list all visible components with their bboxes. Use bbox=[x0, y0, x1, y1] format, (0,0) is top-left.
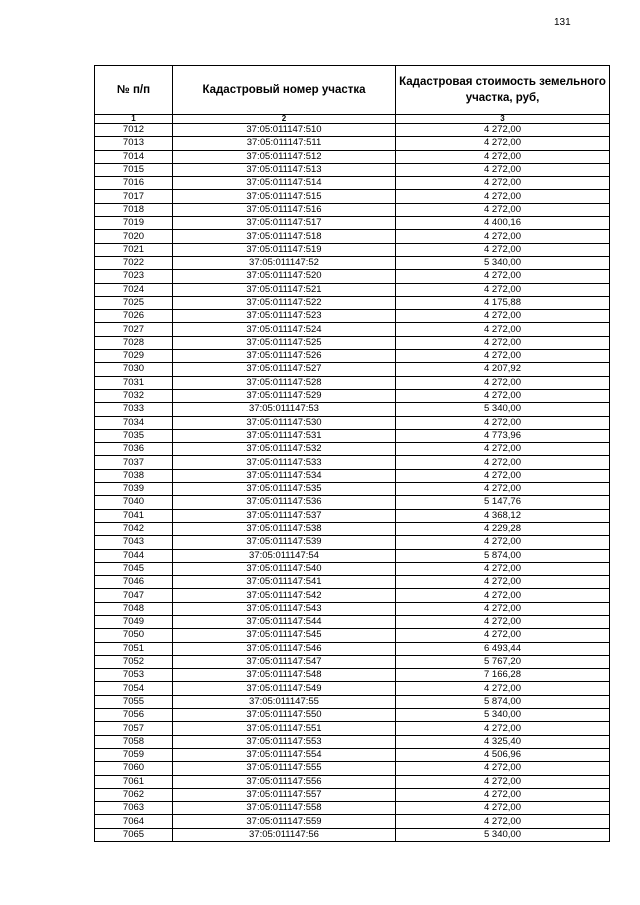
cadastral-number-cell: 37:05:011147:52 bbox=[173, 256, 396, 269]
cadastral-number-cell: 37:05:011147:56 bbox=[173, 828, 396, 841]
row-number-cell: 7046 bbox=[95, 576, 173, 589]
table-row bbox=[95, 310, 610, 323]
cadastral-cost-cell: 4 272,00 bbox=[396, 562, 610, 575]
cadastral-number-cell: 37:05:011147:537 bbox=[173, 509, 396, 522]
table-row bbox=[95, 443, 610, 456]
cadastral-number-cell: 37:05:011147:535 bbox=[173, 483, 396, 496]
row-number-cell: 7062 bbox=[95, 788, 173, 801]
row-number-cell: 7022 bbox=[95, 256, 173, 269]
row-number-cell: 7032 bbox=[95, 389, 173, 402]
cadastral-cost-cell: 4 272,00 bbox=[396, 336, 610, 349]
cadastral-number-cell: 37:05:011147:519 bbox=[173, 243, 396, 256]
table-row bbox=[95, 682, 610, 695]
cadastral-cost-cell: 4 272,00 bbox=[396, 270, 610, 283]
column-index: 2 bbox=[173, 115, 396, 124]
cadastral-table bbox=[94, 65, 610, 842]
cadastral-cost-cell: 4 272,00 bbox=[396, 536, 610, 549]
table-row bbox=[95, 177, 610, 190]
cadastral-number-cell: 37:05:011147:518 bbox=[173, 230, 396, 243]
row-number-cell: 7015 bbox=[95, 163, 173, 176]
cadastral-cost-cell: 5 340,00 bbox=[396, 828, 610, 841]
cadastral-cost-cell: 4 272,00 bbox=[396, 629, 610, 642]
table-row bbox=[95, 589, 610, 602]
table-row bbox=[95, 163, 610, 176]
cadastral-number-cell: 37:05:011147:547 bbox=[173, 655, 396, 668]
table-row bbox=[95, 323, 610, 336]
table-header bbox=[95, 66, 610, 124]
cadastral-cost-cell: 4 272,00 bbox=[396, 163, 610, 176]
cadastral-number-cell: 37:05:011147:534 bbox=[173, 469, 396, 482]
cadastral-cost-cell: 4 272,00 bbox=[396, 576, 610, 589]
row-number-cell: 7021 bbox=[95, 243, 173, 256]
cadastral-number-cell: 37:05:011147:546 bbox=[173, 642, 396, 655]
row-number-cell: 7044 bbox=[95, 549, 173, 562]
table-row bbox=[95, 522, 610, 535]
cadastral-cost-cell: 4 272,00 bbox=[396, 589, 610, 602]
cadastral-cost-cell: 4 400,16 bbox=[396, 217, 610, 230]
row-number-cell: 7049 bbox=[95, 615, 173, 628]
cadastral-cost-cell: 4 272,00 bbox=[396, 323, 610, 336]
cadastral-number-cell: 37:05:011147:556 bbox=[173, 775, 396, 788]
cadastral-cost-cell: 4 272,00 bbox=[396, 243, 610, 256]
table-row bbox=[95, 283, 610, 296]
row-number-cell: 7050 bbox=[95, 629, 173, 642]
cadastral-cost-cell: 4 229,28 bbox=[396, 522, 610, 535]
table-row bbox=[95, 709, 610, 722]
cadastral-cost-cell: 4 272,00 bbox=[396, 483, 610, 496]
cadastral-number-cell: 37:05:011147:533 bbox=[173, 456, 396, 469]
cadastral-cost-cell: 4 272,00 bbox=[396, 602, 610, 615]
table-row bbox=[95, 217, 610, 230]
row-number-cell: 7065 bbox=[95, 828, 173, 841]
page-number: 131 bbox=[554, 17, 571, 28]
cadastral-cost-cell: 4 272,00 bbox=[396, 416, 610, 429]
cadastral-cost-cell: 5 147,76 bbox=[396, 496, 610, 509]
row-number-cell: 7047 bbox=[95, 589, 173, 602]
table-row bbox=[95, 469, 610, 482]
row-number-cell: 7014 bbox=[95, 150, 173, 163]
row-number-cell: 7037 bbox=[95, 456, 173, 469]
cadastral-cost-cell: 4 272,00 bbox=[396, 682, 610, 695]
row-number-cell: 7030 bbox=[95, 363, 173, 376]
row-number-cell: 7024 bbox=[95, 283, 173, 296]
table-row bbox=[95, 615, 610, 628]
cadastral-number-cell: 37:05:011147:526 bbox=[173, 350, 396, 363]
cadastral-number-cell: 37:05:011147:513 bbox=[173, 163, 396, 176]
table-row bbox=[95, 562, 610, 575]
header-num: № п/п bbox=[95, 66, 173, 115]
cadastral-number-cell: 37:05:011147:544 bbox=[173, 615, 396, 628]
cadastral-cost-cell: 5 767,20 bbox=[396, 655, 610, 668]
row-number-cell: 7034 bbox=[95, 416, 173, 429]
row-number-cell: 7057 bbox=[95, 722, 173, 735]
cadastral-number-cell: 37:05:011147:530 bbox=[173, 416, 396, 429]
table-row bbox=[95, 509, 610, 522]
cadastral-cost-cell: 4 272,00 bbox=[396, 376, 610, 389]
cadastral-number-cell: 37:05:011147:555 bbox=[173, 762, 396, 775]
cadastral-number-cell: 37:05:011147:539 bbox=[173, 536, 396, 549]
table-row bbox=[95, 775, 610, 788]
table-row bbox=[95, 828, 610, 841]
table-row bbox=[95, 536, 610, 549]
table-row bbox=[95, 389, 610, 402]
table-row bbox=[95, 270, 610, 283]
cadastral-number-cell: 37:05:011147:532 bbox=[173, 443, 396, 456]
cadastral-cost-cell: 4 272,00 bbox=[396, 775, 610, 788]
table-row bbox=[95, 150, 610, 163]
column-index: 3 bbox=[396, 115, 610, 124]
row-number-cell: 7051 bbox=[95, 642, 173, 655]
cadastral-cost-cell: 4 272,00 bbox=[396, 443, 610, 456]
row-number-cell: 7016 bbox=[95, 177, 173, 190]
row-number-cell: 7039 bbox=[95, 483, 173, 496]
table-row bbox=[95, 190, 610, 203]
row-number-cell: 7018 bbox=[95, 203, 173, 216]
cadastral-number-cell: 37:05:011147:542 bbox=[173, 589, 396, 602]
table-row bbox=[95, 655, 610, 668]
row-number-cell: 7063 bbox=[95, 802, 173, 815]
cadastral-number-cell: 37:05:011147:512 bbox=[173, 150, 396, 163]
table-row bbox=[95, 762, 610, 775]
cadastral-number-cell: 37:05:011147:554 bbox=[173, 748, 396, 761]
table-row bbox=[95, 296, 610, 309]
cadastral-number-cell: 37:05:011147:527 bbox=[173, 363, 396, 376]
cadastral-cost-cell: 5 874,00 bbox=[396, 549, 610, 562]
row-number-cell: 7061 bbox=[95, 775, 173, 788]
cadastral-number-cell: 37:05:011147:521 bbox=[173, 283, 396, 296]
cadastral-cost-cell: 4 272,00 bbox=[396, 350, 610, 363]
row-number-cell: 7013 bbox=[95, 137, 173, 150]
row-number-cell: 7031 bbox=[95, 376, 173, 389]
cadastral-number-cell: 37:05:011147:540 bbox=[173, 562, 396, 575]
cadastral-cost-cell: 4 207,92 bbox=[396, 363, 610, 376]
cadastral-cost-cell: 4 325,40 bbox=[396, 735, 610, 748]
cadastral-number-cell: 37:05:011147:523 bbox=[173, 310, 396, 323]
cadastral-cost-cell: 4 272,00 bbox=[396, 203, 610, 216]
row-number-cell: 7043 bbox=[95, 536, 173, 549]
row-number-cell: 7035 bbox=[95, 429, 173, 442]
row-number-cell: 7042 bbox=[95, 522, 173, 535]
cadastral-cost-cell: 7 166,28 bbox=[396, 669, 610, 682]
cadastral-cost-cell: 4 272,00 bbox=[396, 802, 610, 815]
column-index: 1 bbox=[95, 115, 173, 124]
row-number-cell: 7060 bbox=[95, 762, 173, 775]
cadastral-cost-cell: 4 272,00 bbox=[396, 230, 610, 243]
cadastral-cost-cell: 4 272,00 bbox=[396, 137, 610, 150]
table-row bbox=[95, 376, 610, 389]
table-body bbox=[95, 124, 610, 842]
cadastral-cost-cell: 5 340,00 bbox=[396, 709, 610, 722]
row-number-cell: 7053 bbox=[95, 669, 173, 682]
row-number-cell: 7038 bbox=[95, 469, 173, 482]
row-number-cell: 7054 bbox=[95, 682, 173, 695]
cadastral-number-cell: 37:05:011147:517 bbox=[173, 217, 396, 230]
table-row bbox=[95, 336, 610, 349]
row-number-cell: 7026 bbox=[95, 310, 173, 323]
row-number-cell: 7025 bbox=[95, 296, 173, 309]
cadastral-number-cell: 37:05:011147:538 bbox=[173, 522, 396, 535]
table-row bbox=[95, 350, 610, 363]
table-row bbox=[95, 602, 610, 615]
table-row bbox=[95, 748, 610, 761]
cadastral-cost-cell: 5 874,00 bbox=[396, 695, 610, 708]
row-number-cell: 7029 bbox=[95, 350, 173, 363]
header-cadastral-cost: Кадастровая стоимость земельного участка, руб, bbox=[396, 66, 610, 115]
cadastral-number-cell: 37:05:011147:541 bbox=[173, 576, 396, 589]
table-row bbox=[95, 788, 610, 801]
table-row bbox=[95, 230, 610, 243]
row-number-cell: 7055 bbox=[95, 695, 173, 708]
table-row bbox=[95, 735, 610, 748]
table-row bbox=[95, 576, 610, 589]
row-number-cell: 7027 bbox=[95, 323, 173, 336]
cadastral-number-cell: 37:05:011147:525 bbox=[173, 336, 396, 349]
cadastral-number-cell: 37:05:011147:536 bbox=[173, 496, 396, 509]
cadastral-cost-cell: 4 272,00 bbox=[396, 190, 610, 203]
cadastral-number-cell: 37:05:011147:511 bbox=[173, 137, 396, 150]
column-index-row bbox=[95, 115, 610, 124]
cadastral-cost-cell: 5 340,00 bbox=[396, 403, 610, 416]
row-number-cell: 7048 bbox=[95, 602, 173, 615]
cadastral-number-cell: 37:05:011147:516 bbox=[173, 203, 396, 216]
row-number-cell: 7012 bbox=[95, 124, 173, 137]
cadastral-cost-cell: 4 773,96 bbox=[396, 429, 610, 442]
cadastral-number-cell: 37:05:011147:515 bbox=[173, 190, 396, 203]
row-number-cell: 7020 bbox=[95, 230, 173, 243]
cadastral-cost-cell: 4 272,00 bbox=[396, 762, 610, 775]
cadastral-number-cell: 37:05:011147:510 bbox=[173, 124, 396, 137]
table-row bbox=[95, 203, 610, 216]
cadastral-number-cell: 37:05:011147:55 bbox=[173, 695, 396, 708]
cadastral-number-cell: 37:05:011147:551 bbox=[173, 722, 396, 735]
table-row bbox=[95, 483, 610, 496]
cadastral-number-cell: 37:05:011147:531 bbox=[173, 429, 396, 442]
row-number-cell: 7033 bbox=[95, 403, 173, 416]
row-number-cell: 7052 bbox=[95, 655, 173, 668]
cadastral-cost-cell: 4 272,00 bbox=[396, 456, 610, 469]
row-number-cell: 7059 bbox=[95, 748, 173, 761]
row-number-cell: 7041 bbox=[95, 509, 173, 522]
cadastral-cost-cell: 6 493,44 bbox=[396, 642, 610, 655]
cadastral-number-cell: 37:05:011147:543 bbox=[173, 602, 396, 615]
cadastral-cost-cell: 4 368,12 bbox=[396, 509, 610, 522]
cadastral-cost-cell: 4 272,00 bbox=[396, 469, 610, 482]
table-row bbox=[95, 496, 610, 509]
table-row bbox=[95, 137, 610, 150]
table-row bbox=[95, 256, 610, 269]
row-number-cell: 7036 bbox=[95, 443, 173, 456]
row-number-cell: 7058 bbox=[95, 735, 173, 748]
cadastral-cost-cell: 4 272,00 bbox=[396, 788, 610, 801]
cadastral-number-cell: 37:05:011147:545 bbox=[173, 629, 396, 642]
row-number-cell: 7019 bbox=[95, 217, 173, 230]
cadastral-number-cell: 37:05:011147:54 bbox=[173, 549, 396, 562]
table-row bbox=[95, 815, 610, 828]
row-number-cell: 7064 bbox=[95, 815, 173, 828]
cadastral-cost-cell: 4 272,00 bbox=[396, 150, 610, 163]
table-row bbox=[95, 669, 610, 682]
cadastral-number-cell: 37:05:011147:549 bbox=[173, 682, 396, 695]
row-number-cell: 7056 bbox=[95, 709, 173, 722]
cadastral-number-cell: 37:05:011147:558 bbox=[173, 802, 396, 815]
header-row bbox=[95, 66, 610, 115]
row-number-cell: 7040 bbox=[95, 496, 173, 509]
cadastral-number-cell: 37:05:011147:553 bbox=[173, 735, 396, 748]
cadastral-cost-cell: 4 175,88 bbox=[396, 296, 610, 309]
cadastral-number-cell: 37:05:011147:550 bbox=[173, 709, 396, 722]
table-row bbox=[95, 456, 610, 469]
cadastral-number-cell: 37:05:011147:520 bbox=[173, 270, 396, 283]
cadastral-cost-cell: 4 272,00 bbox=[396, 310, 610, 323]
cadastral-number-cell: 37:05:011147:557 bbox=[173, 788, 396, 801]
cadastral-number-cell: 37:05:011147:514 bbox=[173, 177, 396, 190]
table-row bbox=[95, 722, 610, 735]
cadastral-cost-cell: 4 272,00 bbox=[396, 177, 610, 190]
table-row bbox=[95, 243, 610, 256]
cadastral-cost-cell: 4 272,00 bbox=[396, 283, 610, 296]
cadastral-number-cell: 37:05:011147:524 bbox=[173, 323, 396, 336]
row-number-cell: 7045 bbox=[95, 562, 173, 575]
cadastral-cost-cell: 4 506,96 bbox=[396, 748, 610, 761]
cadastral-number-cell: 37:05:011147:522 bbox=[173, 296, 396, 309]
cadastral-number-cell: 37:05:011147:559 bbox=[173, 815, 396, 828]
row-number-cell: 7023 bbox=[95, 270, 173, 283]
table-row bbox=[95, 695, 610, 708]
cadastral-number-cell: 37:05:011147:53 bbox=[173, 403, 396, 416]
table-row bbox=[95, 403, 610, 416]
table-row bbox=[95, 802, 610, 815]
cadastral-cost-cell: 5 340,00 bbox=[396, 256, 610, 269]
cadastral-cost-cell: 4 272,00 bbox=[396, 815, 610, 828]
cadastral-cost-cell: 4 272,00 bbox=[396, 722, 610, 735]
table-row bbox=[95, 429, 610, 442]
cadastral-number-cell: 37:05:011147:548 bbox=[173, 669, 396, 682]
cadastral-cost-cell: 4 272,00 bbox=[396, 615, 610, 628]
row-number-cell: 7017 bbox=[95, 190, 173, 203]
table-row bbox=[95, 549, 610, 562]
cadastral-cost-cell: 4 272,00 bbox=[396, 389, 610, 402]
table-row bbox=[95, 363, 610, 376]
cadastral-cost-cell: 4 272,00 bbox=[396, 124, 610, 137]
table-row bbox=[95, 416, 610, 429]
table-row bbox=[95, 642, 610, 655]
header-cadastral-number: Кадастровый номер участка bbox=[173, 66, 396, 115]
cadastral-number-cell: 37:05:011147:529 bbox=[173, 389, 396, 402]
table-row bbox=[95, 124, 610, 137]
row-number-cell: 7028 bbox=[95, 336, 173, 349]
cadastral-number-cell: 37:05:011147:528 bbox=[173, 376, 396, 389]
table-row bbox=[95, 629, 610, 642]
